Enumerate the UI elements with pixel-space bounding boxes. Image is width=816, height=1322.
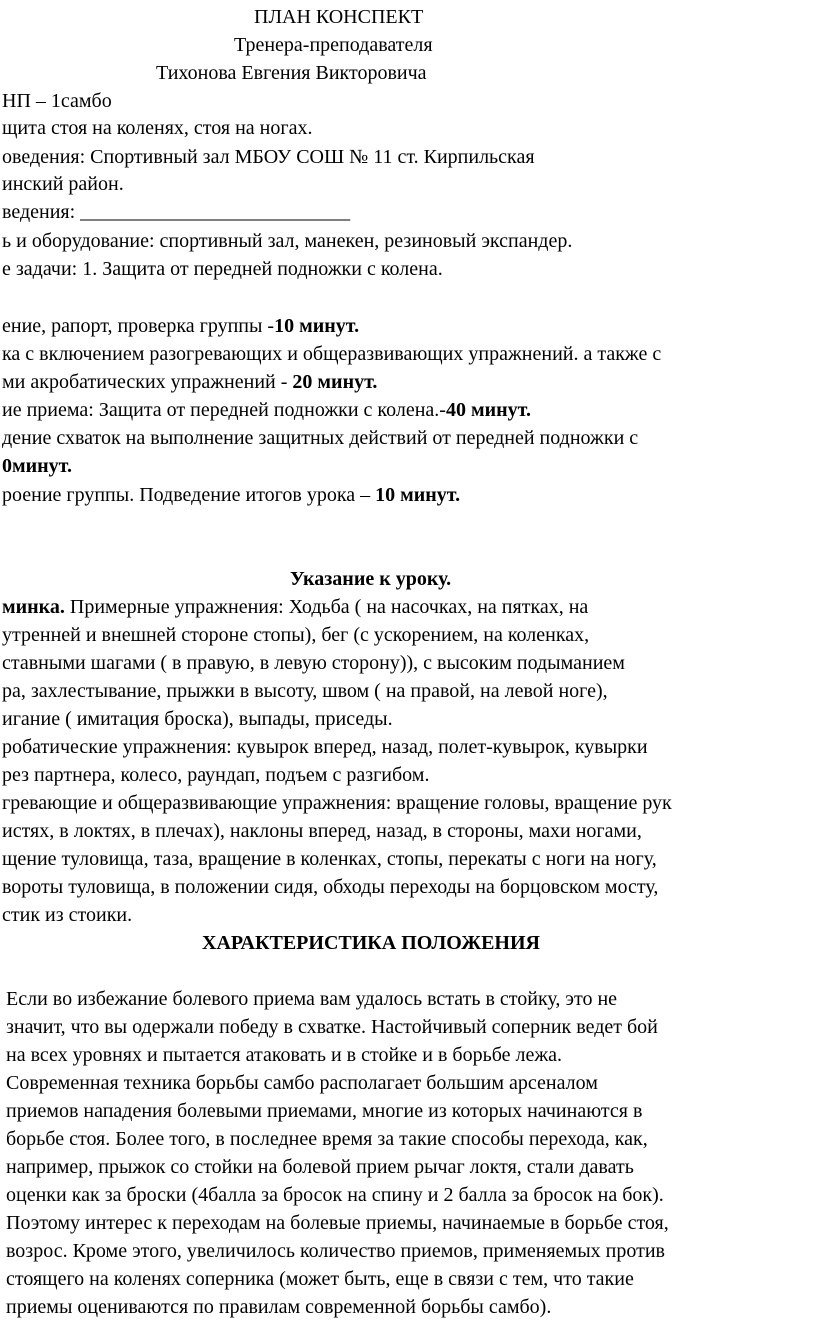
plan-item-duration: 10 минут. xyxy=(274,315,360,337)
lesson-line: гревающие и общеразвивающие упражнения: вращение головы, вращение рук xyxy=(2,792,672,814)
doc-title: ПЛАН КОНСПЕКТ xyxy=(254,6,424,28)
characteristic-line: борьбе стоя. Более того, в последнее время за такие способы перехода, как, xyxy=(6,1128,648,1150)
lesson-first-bold: минка. xyxy=(2,596,65,618)
characteristic-line: Современная техника борьбы самбо располагает большим арсеналом xyxy=(6,1072,598,1094)
info-line: инский район. xyxy=(2,173,124,195)
plan-item-duration: 40 минут. xyxy=(445,399,531,421)
plan-item-duration: 10 минут. xyxy=(375,484,461,506)
lesson-first-text: Примерные упражнения: Ходьба ( на насочках, на пятках, на xyxy=(64,596,589,618)
characteristic-line: например, прыжок со стойки на болевой прием рычаг локтя, стали давать xyxy=(6,1156,634,1178)
plan-item-duration: 0минут. xyxy=(2,455,72,477)
characteristic-line: Поэтому интерес к переходам на болевые приемы, начинаемые в борьбе стоя, xyxy=(6,1212,669,1234)
characteristic-line: значит, что вы одержали победу в схватке. Настойчивый соперник ведет бой xyxy=(6,1016,658,1038)
plan-item xyxy=(2,425,638,451)
plan-item xyxy=(2,341,661,367)
characteristic-line: приемов нападения болевыми приемами, многие из которых начинаются в xyxy=(6,1100,643,1122)
lesson-line: истях, в локтях, в плечах), наклоны вперед, назад, в стороны, махи ногами, xyxy=(2,820,642,842)
characteristic-line: возрос. Кроме этого, увеличилось количество приемов, применяемых против xyxy=(6,1240,665,1262)
lesson-heading: Указание к уроку. xyxy=(290,568,452,590)
plan-item xyxy=(2,397,531,423)
plan-item-text: ение, рапорт, проверка группы - xyxy=(2,315,275,337)
plan-item xyxy=(2,453,72,479)
doc-subtitle: Тренера-преподавателя xyxy=(234,34,433,56)
characteristic-line: Если во избежание болевого приема вам удалось встать в стойку, это не xyxy=(6,988,618,1010)
lesson-line: ра, захлестывание, прыжки в высоту, швом ( на правой, на левой ноге), xyxy=(2,680,608,702)
plan-item-duration: 20 минут. xyxy=(292,371,378,393)
plan-item-text: дение схваток на выполнение защитных действий от передней подножки с xyxy=(2,427,639,449)
info-line: ведения: ___________________________ xyxy=(2,201,351,223)
info-line: НП – 1самбо xyxy=(2,90,112,112)
lesson-line: игание ( имитация броска), выпады, приседы. xyxy=(2,708,393,730)
plan-item-text: роение группы. Подведение итогов урока – xyxy=(2,484,376,506)
plan-item xyxy=(2,313,359,339)
plan-item xyxy=(2,369,377,395)
lesson-line: стик из стоики. xyxy=(2,904,133,926)
characteristic-line: на всех уровнях и пытается атаковать и в стойке и в борьбе лежа. xyxy=(6,1044,563,1066)
lesson-line: робатические упражнения: кувырок вперед, назад, полет-кувырок, кувырки xyxy=(2,736,648,758)
plan-item-text: ие приема: Защита от передней подножки с колена.- xyxy=(2,399,446,421)
characteristic-line: стоящего на коленях соперника (может быть, еще в связи с тем, что такие xyxy=(6,1268,634,1290)
lesson-line xyxy=(2,594,588,620)
lesson-line: вороты туловища, в положении сидя, обходы переходы на борцовском мосту, xyxy=(2,876,659,898)
plan-item-text: ка с включением разогревающих и общеразвивающих упражнений. а также с xyxy=(2,343,662,365)
info-line: ь и оборудование: спортивный зал, манекен, резиновый экспандер. xyxy=(2,230,573,252)
plan-item xyxy=(2,482,460,508)
info-line: е задачи: 1. Защита от передней подножки с колена. xyxy=(2,258,443,280)
info-line: щита стоя на коленях, стоя на ногах. xyxy=(2,117,313,139)
plan-item-text: ми акробатических упражнений - xyxy=(2,371,293,393)
lesson-line: ставными шагами ( в правую, в левую сторону)), с высоким подыманием xyxy=(2,652,625,674)
doc-author: Тихонова Евгения Викторовича xyxy=(156,62,427,84)
lesson-line: щение туловища, таза, вращение в коленках, стопы, перекаты с ноги на ногу, xyxy=(2,848,657,870)
lesson-line: утренней и внешней стороне стопы), бег (с ускорением, на коленках, xyxy=(2,624,590,646)
characteristic-heading: ХАРАКТЕРИСТИКА ПОЛОЖЕНИЯ xyxy=(202,932,540,954)
info-line: оведения: Спортивный зал МБОУ СОШ № 11 ст. Кирпильская xyxy=(2,146,535,168)
characteristic-line: оценки как за броски (4балла за бросок на спину и 2 балла за бросок на бок). xyxy=(6,1184,664,1206)
characteristic-line: приемы оцениваются по правилам современной борьбы самбо). xyxy=(6,1296,552,1318)
lesson-line: рез партнера, колесо, раундап, подъем с разгибом. xyxy=(2,764,430,786)
